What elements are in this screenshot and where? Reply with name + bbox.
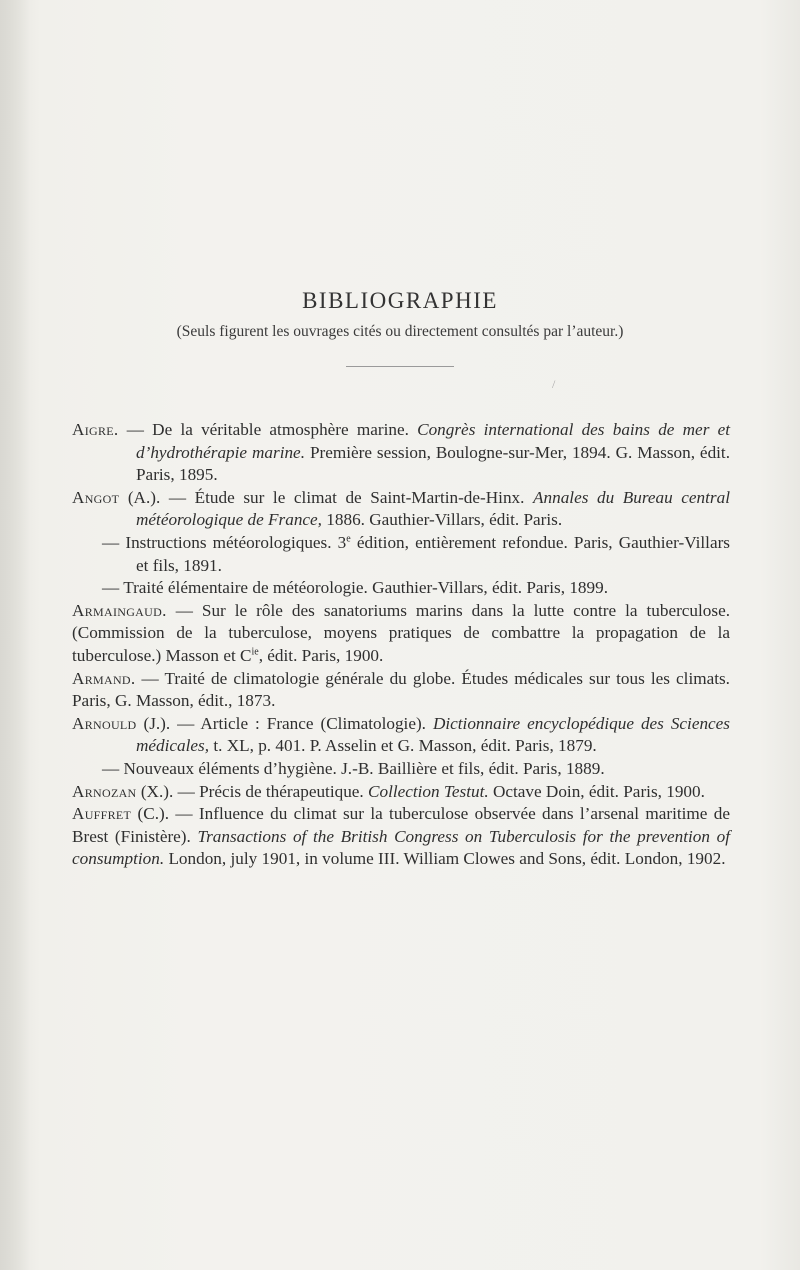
entry-dash: — (102, 532, 126, 552)
entry-rest: édition, entièrement refondue. Paris, Gauthier-Villars et fils, 1891. (136, 532, 730, 575)
entry-text: Précis de thérapeutique. (199, 781, 369, 801)
page-subtitle: (Seuls figurent les ouvrages cités ou directement consultés par l’auteur.) (176, 323, 624, 340)
entry-text: Nouveaux éléments d’hygiène. J.-B. Baillière et fils, édit. Paris, 1889. (123, 758, 605, 778)
bib-entry-aigre (72, 419, 730, 487)
entry-rest: 1886. Gauthier-Villars, édit. Paris. (321, 510, 563, 530)
entry-initials: (X.). (136, 781, 174, 801)
entry-author: Aigre. (72, 420, 119, 439)
bib-entry-arnould (72, 713, 730, 758)
entry-author: Arnould (72, 713, 137, 733)
entry-dash: — (102, 578, 124, 598)
entry-dash: — (118, 420, 153, 439)
entry-initials: (C.). (131, 804, 170, 824)
page-title: BIBLIOGRAPHIE (302, 288, 498, 313)
bibliography-list (72, 419, 730, 871)
entry-rest: t. XL, p. 401. P. Asselin et G. Masson, édit. Paris, 1879. (209, 736, 597, 756)
title-divider (346, 366, 454, 367)
bib-entry-armaingaud (72, 600, 730, 668)
entry-dash: — (135, 668, 165, 688)
entry-text: Étude sur le climat de Saint-Martin-de-Hinx. (194, 487, 534, 507)
entry-text: De la véritable atmosphère marine. (152, 420, 418, 439)
entry-text: Sur le rôle des sanatoriums marins dans la lutte contre la tuberculose. (Commission de la tuberculose, moyens pratiques de combattre la propagation de la tuberculose.) Masson et C (72, 600, 731, 665)
entry-dash: — (170, 713, 201, 733)
bib-entry-angot-3 (72, 577, 730, 600)
entry-text: Article : France (Climatologie). (200, 713, 433, 733)
entry-text: Traité élémentaire de météorologie. Gauthier-Villars, édit. Paris, 1899. (123, 578, 609, 598)
entry-text: Instructions météorologiques. 3 (125, 532, 347, 552)
entry-rest: London, july 1901, in volume III. William Clowes and Sons, édit. London, 1902. (164, 849, 726, 869)
entry-initials: (J.). (136, 713, 171, 733)
entry-italic: Collection Testut. (368, 781, 489, 801)
entry-author: Angot (72, 487, 120, 507)
entry-rest: Octave Doin, édit. Paris, 1900. (488, 781, 705, 801)
entry-initials: (A.). (119, 487, 161, 507)
entry-dash: — (166, 600, 202, 620)
entry-italic: Congrès international des bains de mer et d’hydrothérapie marine. (136, 420, 731, 462)
entry-sup: e (346, 533, 351, 545)
bib-entry-armand (72, 668, 730, 713)
entry-italic: Dictionnaire encyclopédique des Sciences médicales, (136, 713, 730, 756)
entry-text: Influence du climat sur la tuberculose observée dans l’arsenal maritime de Brest (Finistère). (72, 804, 730, 846)
entry-dash: — (102, 758, 124, 778)
entry-italic: Annales du Bureau central météorologique de France, (136, 487, 730, 530)
stray-mark: / (552, 377, 556, 391)
entry-rest: Première session, Boulogne-sur-Mer, 1894. G. Masson, édit. Paris, 1895. (136, 442, 731, 485)
entry-dash: — (169, 804, 199, 824)
bib-entry-angot-2 (72, 532, 730, 577)
entry-sup: ie (251, 646, 259, 658)
bib-entry-angot (72, 487, 730, 532)
page-spine-shadow (0, 0, 30, 1270)
entry-author: Armaingaud. (72, 600, 167, 620)
entry-rest: , édit. Paris, 1900. (258, 645, 384, 665)
entry-author: Armand. (72, 668, 136, 688)
entry-text: Traité de climatologie générale du globe. Études médicales sur tous les climats. Paris, G. Masson, édit., 1873. (72, 668, 730, 711)
bib-entry-arnould-2 (72, 758, 730, 781)
bib-entry-auffret (72, 803, 730, 871)
entry-dash: — (173, 781, 200, 801)
entry-author: Arnozan (72, 781, 137, 801)
entry-author: Auffret (72, 804, 132, 824)
bib-entry-arnozan (72, 781, 730, 804)
entry-italic: Transactions of the British Congress on Tuberculosis for the prevention of consumption. (72, 826, 730, 869)
entry-dash: — (160, 487, 195, 507)
